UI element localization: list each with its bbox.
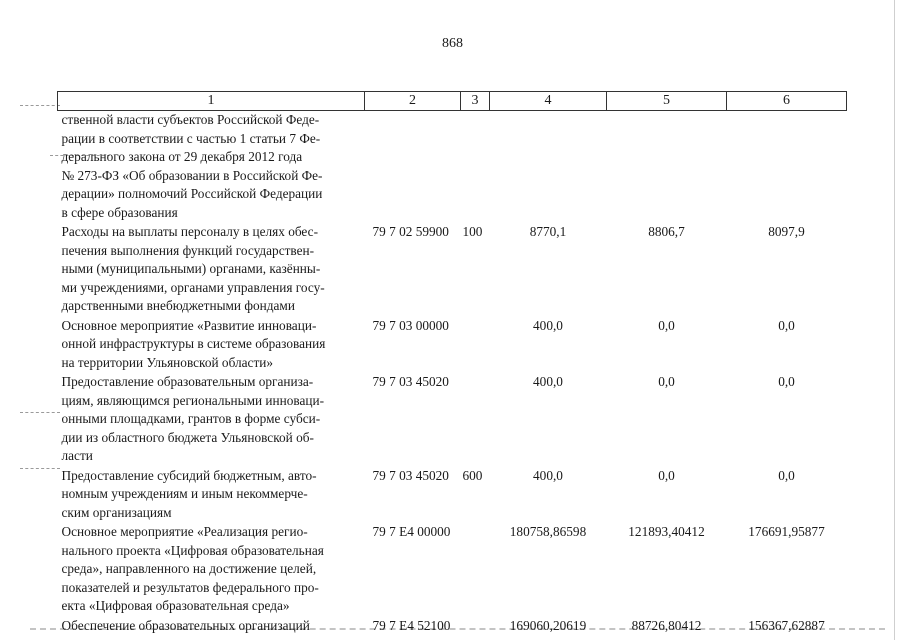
- column-header-5: 5: [607, 92, 727, 111]
- amount-col6: [727, 111, 847, 224]
- amount-col6: 8097,9: [768, 224, 805, 239]
- table-row: [58, 111, 847, 224]
- amount-col5: 0,0: [658, 374, 675, 389]
- expense-name: Предоставление образовательным организа- циям, являющимся региональными инноваци- онными площадками, грантов в форме субси- дии из областного бюджета Ульяновской об- ласти: [61, 374, 325, 463]
- amount-col4: [490, 111, 607, 224]
- target-article-code: 79 7 03 45020: [372, 374, 449, 389]
- amount-col5: [607, 111, 727, 224]
- amount-col6: 0,0: [778, 467, 795, 483]
- expense-type-code: [461, 523, 490, 617]
- expense-type-code: [461, 373, 490, 467]
- expense-type-code: [461, 617, 490, 637]
- amount-col5: 8806,7: [648, 224, 685, 239]
- amount-col5: 88726,80412: [631, 617, 702, 633]
- table-row: [58, 223, 847, 317]
- target-article-code: 79 7 03 00000: [372, 317, 449, 333]
- expense-name: Расходы на выплаты персоналу в целях обес- печения выполнения функций государствен- ными (муниципальными) органами, казённы- ми учреждениями, органами управления госу- дарственными внебюджетными фондами: [61, 224, 325, 313]
- expense-name: Предоставление субсидий бюджетным, авто- номным учреждениям и иным некоммерче- ским организациям: [61, 467, 317, 520]
- column-header-6: 6: [727, 92, 847, 111]
- target-article-code: 79 7 03 45020: [372, 467, 449, 483]
- page-number: 868: [442, 36, 463, 51]
- target-article-code: 79 7 02 59900: [372, 224, 449, 239]
- expense-name: Основное мероприятие «Реализация регио- нального проекта «Цифровая образовательная среда», направленного на достижение целей, показателей и результатов федерального про- екта «Цифровая образовательная среда»: [61, 524, 324, 613]
- target-article-code: 79 7 E4 00000: [372, 524, 451, 539]
- amount-col5: 121893,40412: [628, 524, 705, 539]
- target-article-code: [365, 111, 461, 224]
- column-header-3: 3: [461, 92, 490, 111]
- expense-type-code: [461, 317, 490, 374]
- amount-col4: 180758,86598: [509, 524, 587, 539]
- table-row: [58, 467, 847, 524]
- expense-name: Основное мероприятие «Развитие инноваци- онной инфраструктуры в системе образования на территории Ульяновской области»: [61, 317, 326, 370]
- scan-right-edge: [894, 0, 895, 640]
- column-header-2: 2: [365, 92, 461, 111]
- expense-name: ственной власти субъектов Российской Феде- рации в соответствии с частью 1 статьи 7 Фе- дерального закона от 29 декабря 2012 года № 273-ФЗ «Об образовании в Российской Фе- дерации» полномочий Российской Федерации в сфере образования: [61, 112, 323, 220]
- amount-col6: 0,0: [778, 317, 795, 333]
- table-row: [58, 373, 847, 467]
- table-row: [58, 617, 847, 637]
- amount-col5: 0,0: [658, 467, 675, 483]
- expense-type-code: 600: [462, 467, 483, 483]
- amount-col4: 400,0: [533, 374, 563, 389]
- budget-table: [57, 91, 847, 636]
- amount-col6: 156367,62887: [748, 617, 825, 633]
- table-header-row: [58, 92, 847, 111]
- amount-col4: 169060,20619: [509, 617, 587, 633]
- amount-col6: 0,0: [778, 374, 795, 389]
- scan-artifact-line: [20, 412, 60, 414]
- column-header-1: 1: [58, 92, 365, 111]
- scan-artifact-line: [20, 468, 60, 470]
- table-row: [58, 523, 847, 617]
- amount-col4: 8770,1: [529, 224, 567, 239]
- scan-artifact-line: [20, 105, 60, 107]
- table-row: [58, 317, 847, 374]
- expense-name: Обеспечение образовательных организаций: [61, 617, 310, 633]
- expense-type-code: 100: [462, 224, 483, 239]
- target-article-code: 79 7 E4 52100: [372, 617, 451, 633]
- column-header-4: 4: [490, 92, 607, 111]
- amount-col4: 400,0: [533, 467, 563, 483]
- expense-type-code: [461, 111, 490, 224]
- amount-col6: 176691,95877: [748, 524, 825, 539]
- amount-col5: 0,0: [658, 317, 675, 333]
- amount-col4: 400,0: [533, 317, 563, 333]
